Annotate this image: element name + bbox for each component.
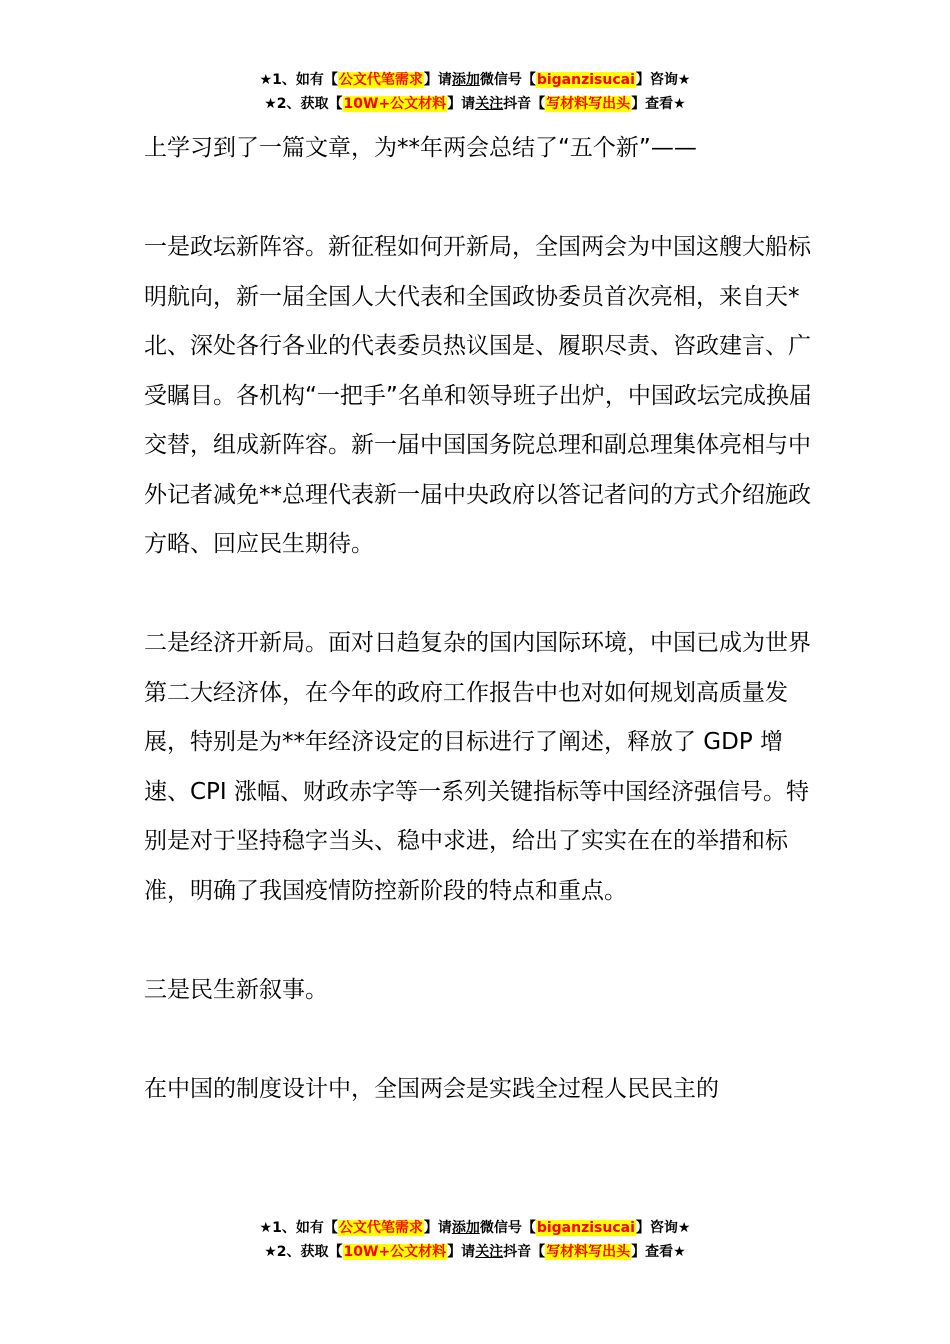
banner-text: 】查看★	[631, 96, 686, 112]
banner-text: 微信号【	[479, 1220, 536, 1236]
banner-highlight: 公文代笔需求	[338, 1220, 423, 1236]
banner-text: 】请	[447, 1244, 476, 1260]
banner-highlight: 10W+公文材料	[343, 1244, 447, 1260]
banner-text: ★2、获取【	[264, 1244, 343, 1260]
paragraph-spacer	[144, 1015, 812, 1065]
banner-underlined-text: 关注	[475, 1244, 504, 1260]
paragraph-spacer	[144, 570, 812, 620]
header-banner	[0, 68, 950, 116]
banner-text: 】咨询★	[635, 1220, 691, 1236]
banner-underlined-text: 添加	[451, 1220, 480, 1236]
banner-highlight: 10W+公文材料	[343, 96, 447, 112]
banner-highlight: 公文代笔需求	[338, 72, 423, 88]
banner-text: ★1、如有【	[259, 72, 338, 88]
banner-text: 抖音【	[503, 1244, 546, 1260]
banner-text: ★1、如有【	[259, 1220, 338, 1236]
banner-text: ★2、获取【	[264, 96, 343, 112]
paragraph-spacer	[144, 174, 812, 224]
banner-highlight: 写材料写出头	[546, 96, 631, 112]
document-body	[144, 124, 812, 1114]
banner-highlight: 写材料写出头	[546, 1244, 631, 1260]
paragraph-economy: 二是经济开新局。面对日趋复杂的国内国际环境，中国已成为世界第二大经济体，在今年的政府工作报告中也对如何规划高质量发展，特别是为**年经济设定的目标进行了阐述，释放了 GDP 增速、CPI 涨幅、财政赤字等一系列关键指标等中国经济强信号。特别是对于坚持稳字当头、稳中求进，给出了实实在在的举措和标准，明确了我国疫情防控新阶段的特点和重点。	[144, 630, 811, 904]
banner-text: 抖音【	[503, 96, 546, 112]
paragraph-institution: 在中国的制度设计中，全国两会是实践全过程人民民主的	[144, 1075, 719, 1102]
banner-highlight: biganzisucai	[536, 1220, 635, 1236]
paragraph-intro: 上学习到了一篇文章，为**年两会总结了“五个新”——	[144, 135, 697, 161]
banner-text: 】请	[423, 1220, 452, 1236]
footer-banner	[0, 1216, 950, 1264]
banner-text: 】请	[447, 96, 476, 112]
paragraph-livelihood-heading: 三是民生新叙事。	[144, 976, 328, 1003]
header-banner-line-1	[0, 68, 950, 92]
banner-text: 微信号【	[479, 72, 536, 88]
banner-text: 】请	[423, 72, 452, 88]
header-banner-line-2	[0, 92, 950, 116]
banner-highlight: biganzisucai	[536, 72, 635, 88]
footer-banner-line-2	[0, 1240, 950, 1264]
paragraph-politics: 一是政坛新阵容。新征程如何开新局，全国两会为中国这艘大船标明航向，新一届全国人大代表和全国政协委员首次亮相，来自天*北、深处各行各业的代表委员热议国是、履职尽责、咨政建言、广受瞩目。各机构“一把手”名单和领导班子出炉，中国政坛完成换届交替，组成新阵容。新一届中国国务院总理和副总理集体亮相与中外记者减免**总理代表新一届中央政府以答记者问的方式介绍施政方略、回应民生期待。	[144, 234, 812, 557]
footer-banner-line-1	[0, 1216, 950, 1240]
paragraph-spacer	[144, 916, 812, 966]
banner-underlined-text: 关注	[475, 96, 504, 112]
banner-underlined-text: 添加	[451, 72, 480, 88]
banner-text: 】咨询★	[635, 72, 691, 88]
banner-text: 】查看★	[631, 1244, 686, 1260]
